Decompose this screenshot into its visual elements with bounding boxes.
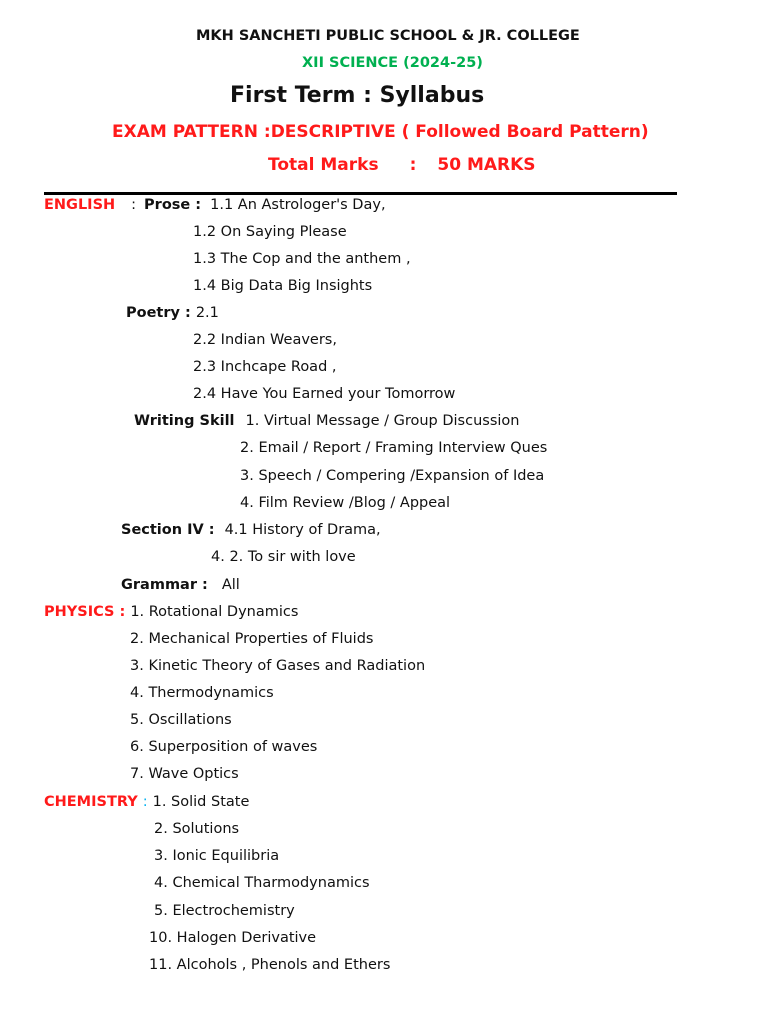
exam-pattern-value: DESCRIPTIVE ( Followed Board Pattern) <box>270 122 649 142</box>
physics-chapter: 7. Wave Optics <box>130 766 239 782</box>
chemistry-row <box>44 793 249 811</box>
writing-skill-item: 3. Speech / Compering /Expansion of Idea <box>240 468 545 484</box>
section-iv-row <box>121 521 381 539</box>
physics-chapter: 3. Kinetic Theory of Gases and Radiation <box>130 658 426 674</box>
chemistry-chapter: 2. Solutions <box>154 821 240 837</box>
chemistry-chapter: 3. Ionic Equilibria <box>154 848 280 864</box>
physics-chapter: 6. Superposition of waves <box>130 739 318 755</box>
page-title: First Term : Syllabus <box>230 83 485 108</box>
physics-chapter: 1. Rotational Dynamics <box>130 604 299 620</box>
total-marks <box>268 155 536 175</box>
school-name: MKH SANCHETI PUBLIC SCHOOL & JR. COLLEGE <box>196 28 580 44</box>
grammar-row <box>121 576 240 594</box>
english-prose-row <box>44 196 386 214</box>
physics-subject-label: PHYSICS : <box>44 604 126 620</box>
exam-pattern-label: EXAM PATTERN : <box>112 122 271 142</box>
writing-skill-item: 1. Virtual Message / Group Discussion <box>245 413 520 429</box>
chemistry-chapter: 5. Electrochemistry <box>154 903 295 919</box>
section-iv-item: 4. 2. To sir with love <box>211 549 356 565</box>
writing-skill-row <box>134 412 519 430</box>
total-marks-label: Total Marks <box>268 155 379 175</box>
poetry-label: Poetry : <box>126 305 191 321</box>
poetry-item: 2.4 Have You Earned your Tomorrow <box>193 386 456 402</box>
english-colon: : <box>131 197 137 213</box>
physics-chapter: 4. Thermodynamics <box>130 685 274 701</box>
grammar-label: Grammar : <box>121 577 208 593</box>
section-iv-label: Section IV : <box>121 522 215 538</box>
english-subject-label: ENGLISH <box>44 197 116 213</box>
poetry-item: 2.2 Indian Weavers, <box>193 332 337 348</box>
prose-item: 1.2 On Saying Please <box>193 224 347 240</box>
chemistry-colon: : <box>142 794 148 810</box>
total-marks-value: 50 MARKS <box>437 155 536 175</box>
prose-item: 1.4 Big Data Big Insights <box>193 278 373 294</box>
grammar-value: All <box>221 577 240 593</box>
header-divider <box>44 192 677 195</box>
physics-chapter: 2. Mechanical Properties of Fluids <box>130 631 374 647</box>
poetry-item: 2.1 <box>195 305 219 321</box>
writing-skill-item: 2. Email / Report / Framing Interview Ques <box>240 440 548 456</box>
poetry-row <box>126 304 219 322</box>
prose-item: 1.3 The Cop and the anthem , <box>193 251 411 267</box>
physics-row <box>44 603 298 621</box>
chemistry-chapter: 11. Alcohols , Phenols and Ethers <box>149 957 391 973</box>
prose-label: Prose : <box>144 197 202 213</box>
class-year: XII SCIENCE (2024-25) <box>302 55 483 71</box>
physics-chapter: 5. Oscillations <box>130 712 232 728</box>
poetry-item: 2.3 Inchcape Road , <box>193 359 337 375</box>
section-iv-item: 4.1 History of Drama, <box>224 522 381 538</box>
chemistry-chapter: 4. Chemical Tharmodynamics <box>154 875 370 891</box>
chemistry-subject-label: CHEMISTRY <box>44 794 138 810</box>
writing-skill-label: Writing Skill <box>134 413 235 429</box>
writing-skill-item: 4. Film Review /Blog / Appeal <box>240 495 451 511</box>
chemistry-chapter: 10. Halogen Derivative <box>149 930 317 946</box>
exam-pattern <box>112 122 649 142</box>
total-marks-colon: : <box>409 155 417 175</box>
prose-item: 1.1 An Astrologer's Day, <box>210 197 386 213</box>
chemistry-chapter: 1. Solid State <box>152 794 250 810</box>
